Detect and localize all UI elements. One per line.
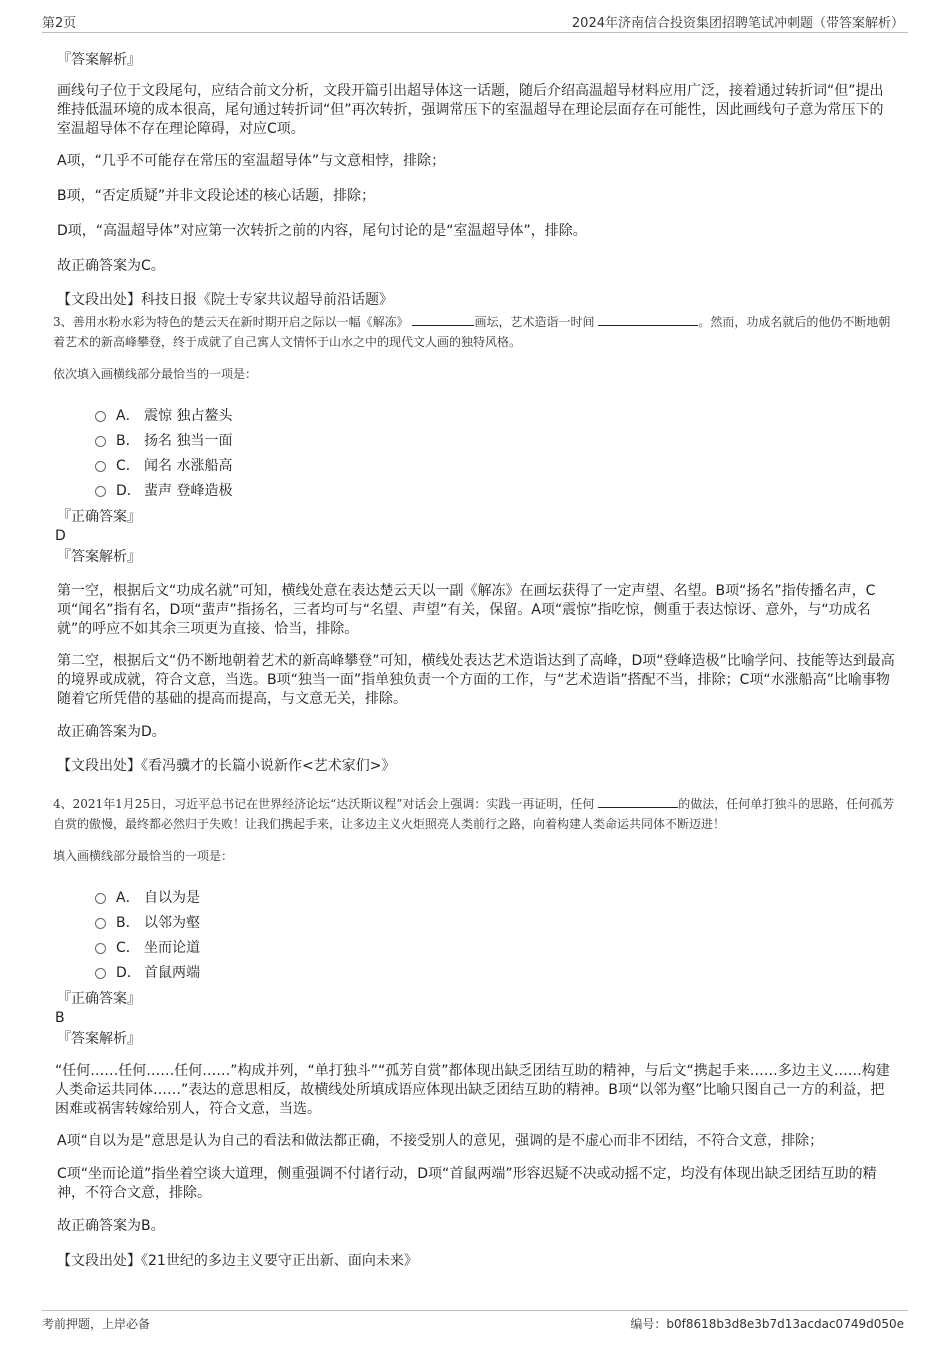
page-number: 第2页 xyxy=(42,16,77,31)
q3-analysis-label: 『答案解析』 xyxy=(57,549,141,565)
option-label: A． xyxy=(116,889,140,906)
radio-button-icon[interactable] xyxy=(95,968,106,979)
q2-option-b-analysis: B项，“否定质疑”并非文段论述的核心话题，排除； xyxy=(57,188,376,204)
q4-option-c[interactable] xyxy=(57,934,897,959)
q4-option-cd-analysis: C项“坐而论道”指坐着空谈大道理，侧重强调不付诸行动，D项“首鼠两端”形容迟疑不决或动摇不定，均没有体现出缺乏团结互助的精神，不符合文意，排除。 xyxy=(57,1166,877,1201)
q2-option-a-analysis: A项，“几乎不可能存在常压的室温超导体”与文意相悖，排除； xyxy=(57,153,446,169)
option-label: D． xyxy=(116,482,141,499)
q4-stem xyxy=(53,794,897,834)
q3-options xyxy=(57,402,897,502)
option-text: 以邻为壑 xyxy=(144,914,200,931)
q2-analysis-para: 画线句子位于文段尾句，应结合前文分析，文段开篇引出超导体这一话题，随后介绍高温超导材料应用广泛，接着通过转折词“但”提出维持低温环境的成本很高，尾句通过转折词“但”再次转折，强调常压下的室温超导在理论层面存在可能性，因此画线句子意为常压下的室温超导体不存在理论障碍，对应C项。 xyxy=(57,83,884,137)
q3-stem-part1: 3、善用水粉水彩为特色的楚云天在新时期开启之际以一幅《解冻》 xyxy=(53,315,409,329)
option-label: B． xyxy=(116,914,140,931)
q4-stem-part1: 4、2021年1月25日，习近平总书记在世界经济论坛“达沃斯议程”对话会上强调：实践一再证明，任何 xyxy=(53,797,595,811)
option-text: 扬名 独当一面 xyxy=(144,432,233,449)
option-label: A． xyxy=(116,407,140,424)
page-content xyxy=(53,42,897,1271)
q3-blank-2 xyxy=(598,313,698,326)
radio-button-icon[interactable] xyxy=(95,461,106,472)
q4-blank xyxy=(598,795,678,808)
q4-analysis-para-1: “任何……任何……任何……”构成并列，“单打独斗”“孤芳自赏”都体现出缺乏团结互助的精神，与后文“携起手来……多边主义……构建人类命运共同体……”表达的意思相反，故横线处所填成语应体现出缺乏团结互助的精神。B项“以邻为壑”比喻只图自己一方的利益，把困难或祸害转嫁给别人，符合文意，当选。 xyxy=(55,1063,890,1117)
page-header xyxy=(42,10,908,33)
q3-source: 【文段出处】《看冯骥才的长篇小说新作<艺术家们>》 xyxy=(57,758,396,774)
q3-stem-part2: 画坛，艺术造诣一时间 xyxy=(474,315,595,329)
q4-option-a[interactable] xyxy=(57,884,897,909)
q2-option-d-analysis: D项，“高温超导体”对应第一次转折之前的内容，尾句讨论的是“室温超导体”，排除。 xyxy=(57,223,587,239)
page-footer xyxy=(42,1310,908,1333)
option-text: 震惊 独占鳌头 xyxy=(144,407,233,424)
option-label: C． xyxy=(116,457,140,474)
q4-source: 【文段出处】《21世纪的多边主义要守正出新、面向未来》 xyxy=(57,1253,418,1269)
footer-serial: 编号：b0f8618b3d8e3b7d13acdac0749d050e xyxy=(630,1317,904,1331)
option-label: B． xyxy=(116,432,140,449)
q3-stem-part3: 。然而，功成名就后的他仍不断地朝着艺术的新高峰攀登，终于成就了自己寓人文情怀于山水之中的现代文人画的独特风格。 xyxy=(53,315,891,349)
q3-analysis-para-1: 第一空，根据后文“功成名就”可知，横线处意在表达楚云天以一副《解冻》在画坛获得了一定声望、名望。B项“扬名”指传播名声，C项“闻名”指有名，D项“蜚声”指扬名，三者均可与“名望、声望”有关，保留。A项“震惊”指吃惊，侧重于表达惊讶、意外，与“功成名就”的呼应不如其余三项更为直接、恰当，排除。 xyxy=(57,583,876,637)
option-text: 闻名 水涨船高 xyxy=(144,457,233,474)
q4-answer: B xyxy=(55,1010,65,1026)
q3-option-b[interactable] xyxy=(57,427,897,452)
option-label: C． xyxy=(116,939,140,956)
q3-stem xyxy=(53,312,897,352)
q4-option-b[interactable] xyxy=(57,909,897,934)
q4-conclusion: 故正确答案为B。 xyxy=(57,1218,165,1234)
q3-option-a[interactable] xyxy=(57,402,897,427)
q4-analysis-label: 『答案解析』 xyxy=(57,1031,141,1047)
q3-option-c[interactable] xyxy=(57,452,897,477)
option-text: 自以为是 xyxy=(144,889,200,906)
q3-conclusion: 故正确答案为D。 xyxy=(57,724,166,740)
document-title: 2024年济南信合投资集团招聘笔试冲刺题（带答案解析） xyxy=(571,16,904,31)
q4-answer-label: 『正确答案』 xyxy=(57,991,141,1007)
radio-button-icon[interactable] xyxy=(95,893,106,904)
q4-stem-part2: 的做法，任何单打独斗的思路，任何孤芳自赏的傲慢，最终都必然归于失败！让我们携起手来，让多边主义火炬照亮人类前行之路，向着构建人类命运共同体不断迈进！ xyxy=(53,797,895,831)
q3-answer-label: 『正确答案』 xyxy=(57,509,141,525)
radio-button-icon[interactable] xyxy=(95,411,106,422)
q3-option-d[interactable] xyxy=(57,477,897,502)
q2-source: 【文段出处】科技日报《院士专家共议超导前沿话题》 xyxy=(57,292,393,308)
q2-analysis-label: 『答案解析』 xyxy=(57,52,141,68)
footer-slogan: 考前押题，上岸必备 xyxy=(42,1317,151,1331)
radio-button-icon[interactable] xyxy=(95,943,106,954)
radio-button-icon[interactable] xyxy=(95,918,106,929)
q4-option-a-analysis: A项“自以为是”意思是认为自己的看法和做法都正确，不接受别人的意见，强调的是不虚心而非不团结，不符合文意，排除； xyxy=(57,1133,824,1149)
q4-options xyxy=(57,884,897,984)
q3-instruction: 依次填入画横线部分最恰当的一项是： xyxy=(53,367,258,381)
option-text: 坐而论道 xyxy=(144,939,200,956)
q3-blank-1 xyxy=(412,313,474,326)
q3-answer: D xyxy=(55,528,66,544)
option-text: 蜚声 登峰造极 xyxy=(144,482,233,499)
radio-button-icon[interactable] xyxy=(95,436,106,447)
q4-instruction: 填入画横线部分最恰当的一项是： xyxy=(53,849,234,863)
q3-analysis-para-2: 第二空，根据后文“仍不断地朝着艺术的新高峰攀登”可知，横线处表达艺术造诣达到了高峰，D项“登峰造极”比喻学问、技能等达到最高的境界或成就，符合文意，当选。B项“独当一面”指单独负责一个方面的工作，与“艺术造诣”搭配不当，排除；C项“水涨船高”比喻事物随着它所凭借的基础的提高而提高，与文意无关，排除。 xyxy=(57,653,895,707)
q4-option-d[interactable] xyxy=(57,959,897,984)
option-text: 首鼠两端 xyxy=(144,964,200,981)
option-label: D． xyxy=(116,964,141,981)
radio-button-icon[interactable] xyxy=(95,486,106,497)
q2-conclusion: 故正确答案为C。 xyxy=(57,258,165,274)
